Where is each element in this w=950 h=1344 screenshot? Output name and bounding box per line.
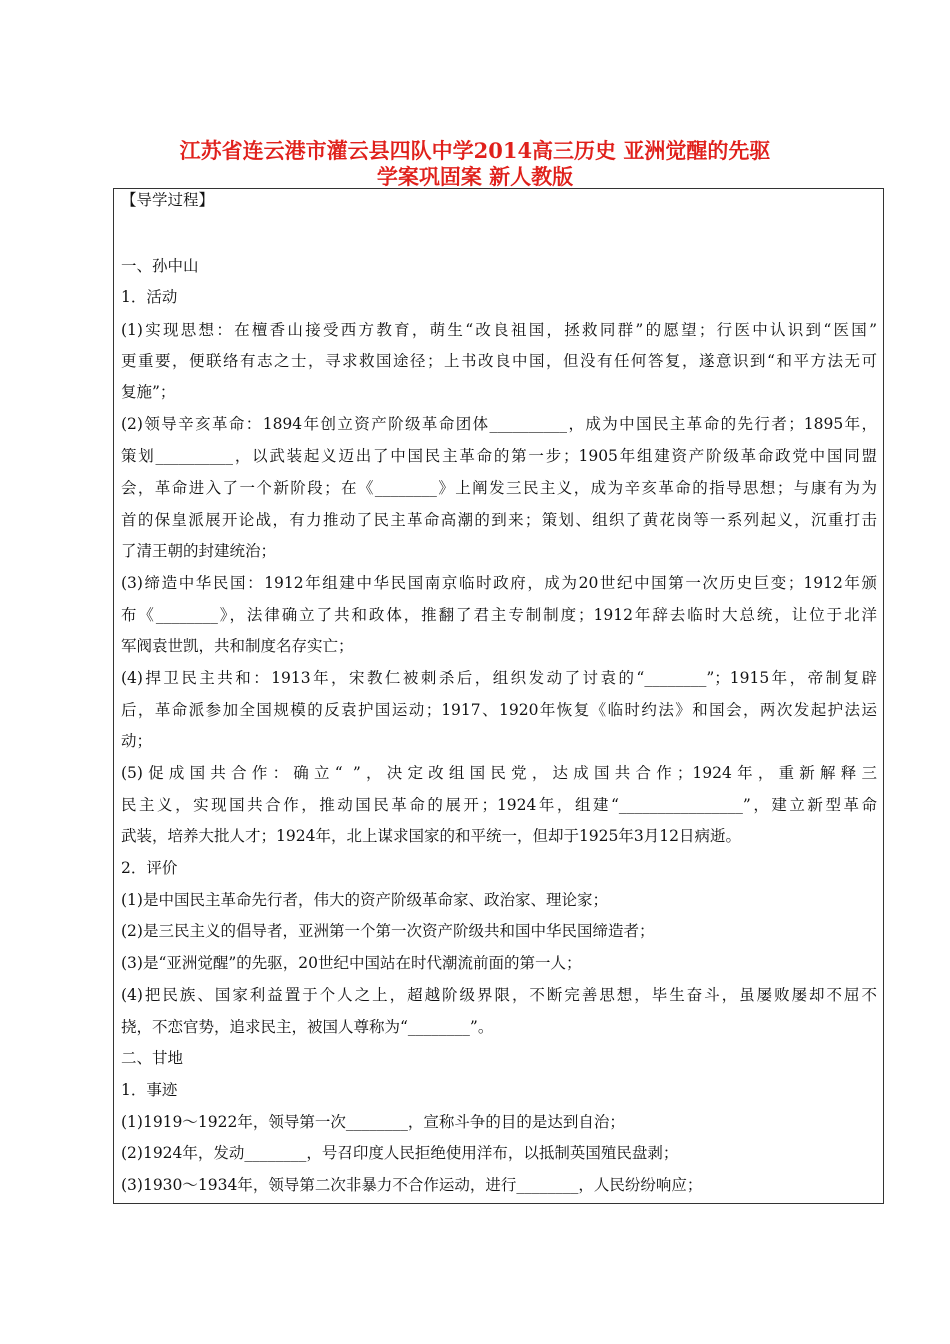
- paragraph-line: (3)缔造中华民国：1912年组建中华民国南京临时政府，成为20世纪中国第一次历史巨变；1912年颁: [121, 574, 877, 592]
- subsection-heading: 1．活动: [121, 288, 178, 306]
- paragraph-line: 复施”；: [121, 383, 176, 401]
- paragraph-line: 武装，培养大批人才；1924年，北上谋求国家的和平统一，但却于1925年3月12日病逝。: [121, 827, 741, 845]
- subsection-heading: 1．事迹: [121, 1081, 178, 1099]
- subsection-heading: 2．评价: [121, 859, 178, 877]
- paragraph-line: 策划__________，以武装起义迈出了中国民主革命的第一步；1905年组建资产阶级革命政党中国同盟: [121, 447, 877, 465]
- list-item: (4)把民族、国家利益置于个人之上，超越阶级界限，不断完善思想，毕生奋斗，虽屡败屡却不屈不: [121, 986, 877, 1004]
- paragraph-line: (5)促成国共合作：确立“ ”，决定改组国民党，达成国共合作；1924年，重新解释三: [121, 764, 877, 782]
- paragraph-line: 动；: [121, 732, 153, 750]
- section-heading: 二、甘地: [121, 1049, 184, 1067]
- list-item: 挠，不恋官势，追求民主，被国人尊称为“________”。: [121, 1018, 494, 1036]
- paragraph-line: (1)实现思想：在檀香山接受西方教育，萌生“改良祖国，拯救同群”的愿望；行医中认识到“医国”: [121, 321, 877, 339]
- paragraph-line: 后，革命派参加全国规模的反袁护国运动；1917、1920年恢复《临时约法》和国会，两次发起护法运: [121, 701, 877, 719]
- paragraph-line: 布《________》，法律确立了共和政体，推翻了君主专制制度；1912年辞去临时大总统，让位于北洋: [121, 606, 877, 624]
- document-title-line-1: 江苏省连云港市灌云县四队中学2014高三历史 亚洲觉醒的先驱: [179, 138, 771, 163]
- paragraph-line: 会，革命进入了一个新阶段；在《________》上阐发三民主义，成为辛亥革命的指导思想；与康有为为: [121, 479, 877, 497]
- section-header: 【导学过程】: [121, 191, 215, 209]
- paragraph-line: 军阀袁世凯，共和制度名存实亡；: [121, 637, 354, 655]
- paragraph-line: 更重要，便联络有志之士，寻求救国途径；上书改良中国，但没有任何答复，遂意识到“和平方法无可: [121, 352, 877, 370]
- list-item: (1)是中国民主革命先行者，伟大的资产阶级革命家、政治家、理论家；: [121, 891, 608, 909]
- list-item: (3)1930～1934年，领导第二次非暴力不合作运动，进行________，人民纷纷响应；: [121, 1176, 703, 1194]
- list-item: (2)1924年，发动________，号召印度人民拒绝使用洋布，以抵制英国殖民盘剥；: [121, 1144, 679, 1162]
- paragraph-line: 民主义，实现国共合作，推动国民革命的展开；1924年，组建“________________”，建立新型革命: [121, 796, 877, 814]
- list-item: (1)1919～1922年，领导第一次________，宣称斗争的目的是达到自治；: [121, 1113, 625, 1131]
- paragraph-line: 了清王朝的封建统治；: [121, 542, 277, 560]
- section-heading: 一、孙中山: [121, 257, 199, 275]
- document-title-line-2: 学案巩固案 新人教版: [376, 164, 574, 189]
- paragraph-line: 首的保皇派展开论战，有力推动了民主革命高潮的到来；策划、组织了黄花岗等一系列起义，沉重打击: [121, 511, 877, 529]
- list-item: (2)是三民主义的倡导者，亚洲第一个第一次资产阶级共和国中华民国缔造者；: [121, 922, 655, 940]
- paragraph-line: (2)领导辛亥革命：1894年创立资产阶级革命团体__________，成为中国民主革命的先行者；1895年，: [121, 415, 877, 433]
- paragraph-line: (4)捍卫民主共和：1913年，宋教仁被刺杀后，组织发动了讨袁的“________”；1915年，帝制复辟: [121, 669, 877, 687]
- list-item: (3)是“亚洲觉醒”的先驱，20世纪中国站在时代潮流前面的第一人；: [121, 954, 582, 972]
